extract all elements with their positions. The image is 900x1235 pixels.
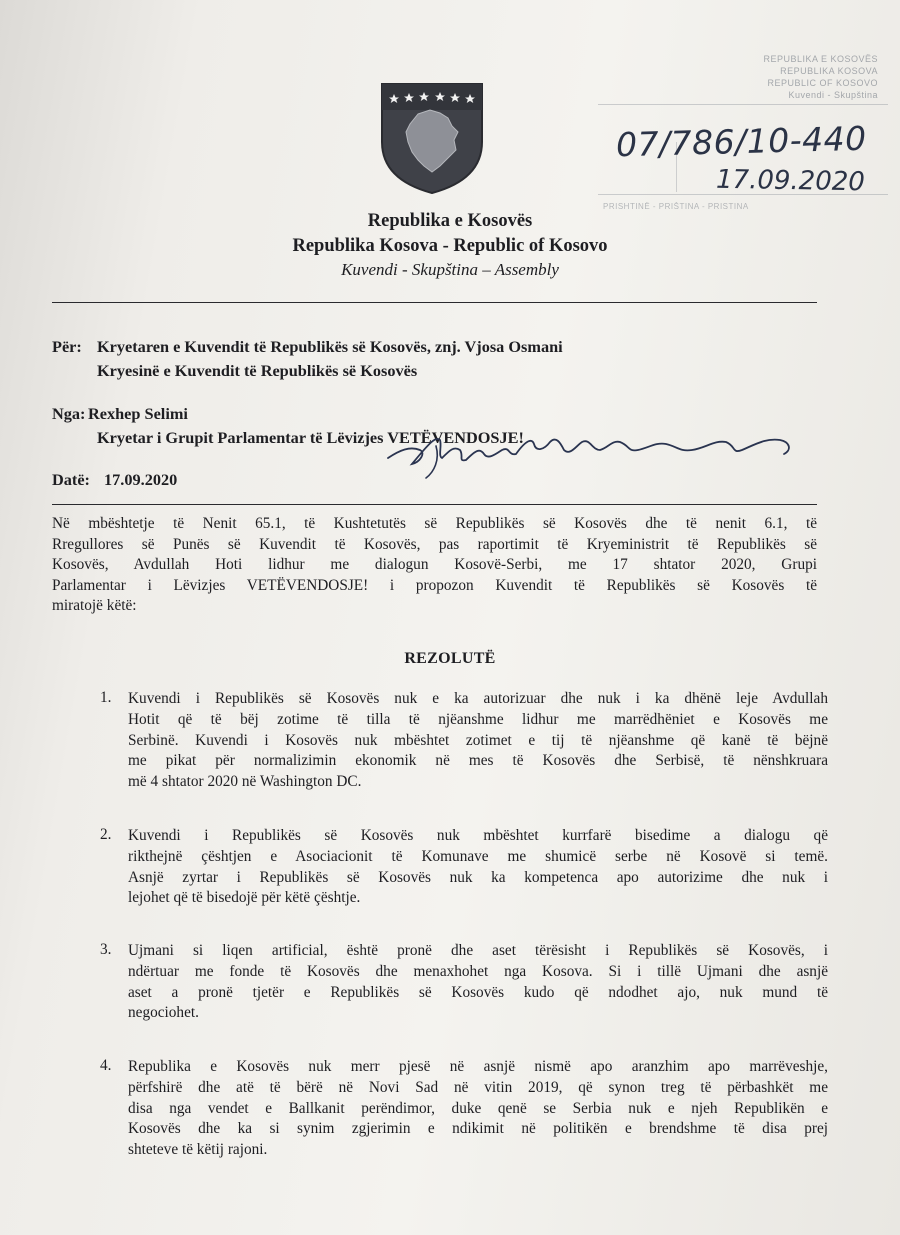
item-number: 3.	[100, 941, 112, 958]
item-line: Asnjë zyrtar i Republikës së Kosovës nuk ka kompetenca apo autorizime dhe nuk i	[128, 868, 828, 886]
stamp-bottom-line: PRISHTINË - PRIŠTINA - PRISTINA	[603, 202, 749, 211]
from-title: Kryetar i Grupit Parlamentar të Lëvizjes VETËVENDOSJE!	[97, 428, 524, 447]
intro-line: Kosovës, Avdullah Hoti lidhur me dialogun Kosovë-Serbi, me 17 shtator 2020, Grupi	[52, 556, 817, 573]
stamp-line: REPUBLIC OF KOSOVO	[767, 78, 878, 88]
item-number: 4.	[100, 1057, 112, 1074]
handwritten-registration-date: 17.09.2020	[715, 164, 866, 198]
item-line: aset a pronë tjetër e Republikës së Kosovës kudo që ndodhet ajo, nuk mund të	[128, 983, 828, 1001]
body-divider	[52, 504, 817, 505]
date-value: 17.09.2020	[104, 470, 178, 489]
item-line: më 4 shtator 2020 në Washington DC.	[128, 773, 362, 791]
registration-stamp	[598, 52, 888, 222]
from-label: Nga:	[52, 404, 86, 423]
item-line: Serbinë. Kuvendi i Kosovës nuk mbështet zotimet e tij të njëanshme që kanë të bëjnë	[128, 731, 828, 749]
header-divider	[52, 302, 817, 303]
stamp-line: REPUBLIKA KOSOVA	[780, 66, 878, 76]
resolution-item-3	[128, 941, 828, 1024]
stamp-line: REPUBLIKA E KOSOVËS	[763, 54, 878, 64]
intro-line: Parlamentar i Lëvizjes VETËVENDOSJE! i propozon Kuvendit të Republikës së Kosovës të	[52, 576, 817, 594]
intro-line: Rregullores së Punës së Kuvendit të Kosovës, pas raportimit të Kryeministrit të Republikës së	[52, 535, 817, 553]
from-name: Rexhep Selimi	[88, 404, 188, 423]
header-assembly: Kuvendi - Skupština – Assembly	[341, 260, 559, 279]
item-line: Republika e Kosovës nuk merr pjesë në asnjë nismë apo aranzhim apo marrëveshje,	[128, 1058, 828, 1075]
item-number: 2.	[100, 826, 112, 843]
item-line: me pikat për normalizimin ekonomik në mes të Kosovës dhe Serbisë, të nënshkruara	[128, 752, 828, 770]
item-number: 1.	[100, 689, 112, 706]
intro-line: Në mbështetje të Nenit 65.1, të Kushtetutës së Republikës së Kosovës dhe të nenit 6.1, të	[52, 515, 817, 532]
item-line: rikthejnë çështjen e Asociacionit të Komunave me shumicë serbe në Kosovë si temë.	[128, 847, 828, 865]
item-line: Kosovës dhe ka si synim zgjerimin e ndikimit në politikën e brendshme të disa prej	[128, 1120, 828, 1138]
date-label: Datë:	[52, 470, 90, 489]
to-label: Për:	[52, 337, 82, 356]
intro-line: miratojë këtë:	[52, 597, 137, 614]
item-line: shteteve të këtij rajoni.	[128, 1141, 268, 1159]
item-line: lejohet që të bisedojë për këtë çështje.	[128, 889, 361, 907]
resolution-title: REZOLUTË	[404, 650, 496, 667]
item-line: Kuvendi i Republikës së Kosovës nuk e ka autorizuar dhe nuk i ka dhënë leje Avdullah	[128, 690, 828, 707]
item-line: Hotit që të bëj zotime të tilla të njëanshme lidhur me marrëdhëniet e Kosovës me	[128, 710, 828, 728]
resolution-item-2	[128, 826, 828, 909]
stamp-line: Kuvendi - Skupština	[788, 90, 878, 100]
item-line: Ujmani si liqen artificial, është pronë dhe aset tërësisht i Republikës së Kosovës, i	[128, 942, 828, 959]
item-line: përfshirë dhe atë të bërë në Novi Sad në vitin 2019, që synon treg të përbashkët me	[128, 1078, 828, 1096]
item-line: negociohet.	[128, 1004, 199, 1022]
item-line: ndërtuar me fonde të Kosovës dhe menaxhohet nga Kosova. Si i tillë Ujmani dhe asnjë	[128, 962, 828, 980]
resolution-item-4	[128, 1057, 828, 1161]
kosovo-coat-of-arms-icon	[378, 80, 486, 195]
resolution-item-1	[128, 689, 828, 793]
to-recipient-2: Kryesinë e Kuvendit të Republikës së Kosovës	[97, 361, 418, 380]
item-line: Kuvendi i Republikës së Kosovës nuk mbështet kurrfarë bisedime a dialogu që	[128, 827, 828, 844]
item-line: disa nga vendet e Ballkanit perëndimor, duke qenë se Serbia nuk e njeh Republikën e	[128, 1099, 828, 1117]
handwritten-signature	[380, 420, 800, 480]
handwritten-registration-number: 07/786/10-440	[615, 118, 868, 165]
header-republic-albanian: Republika e Kosovës	[367, 211, 533, 231]
to-recipient-1: Kryetaren e Kuvendit të Republikës së Kosovës, znj. Vjosa Osmani	[97, 337, 563, 356]
intro-paragraph	[52, 514, 817, 617]
header-republic-serbian-english: Republika Kosova - Republic of Kosovo	[292, 236, 608, 256]
